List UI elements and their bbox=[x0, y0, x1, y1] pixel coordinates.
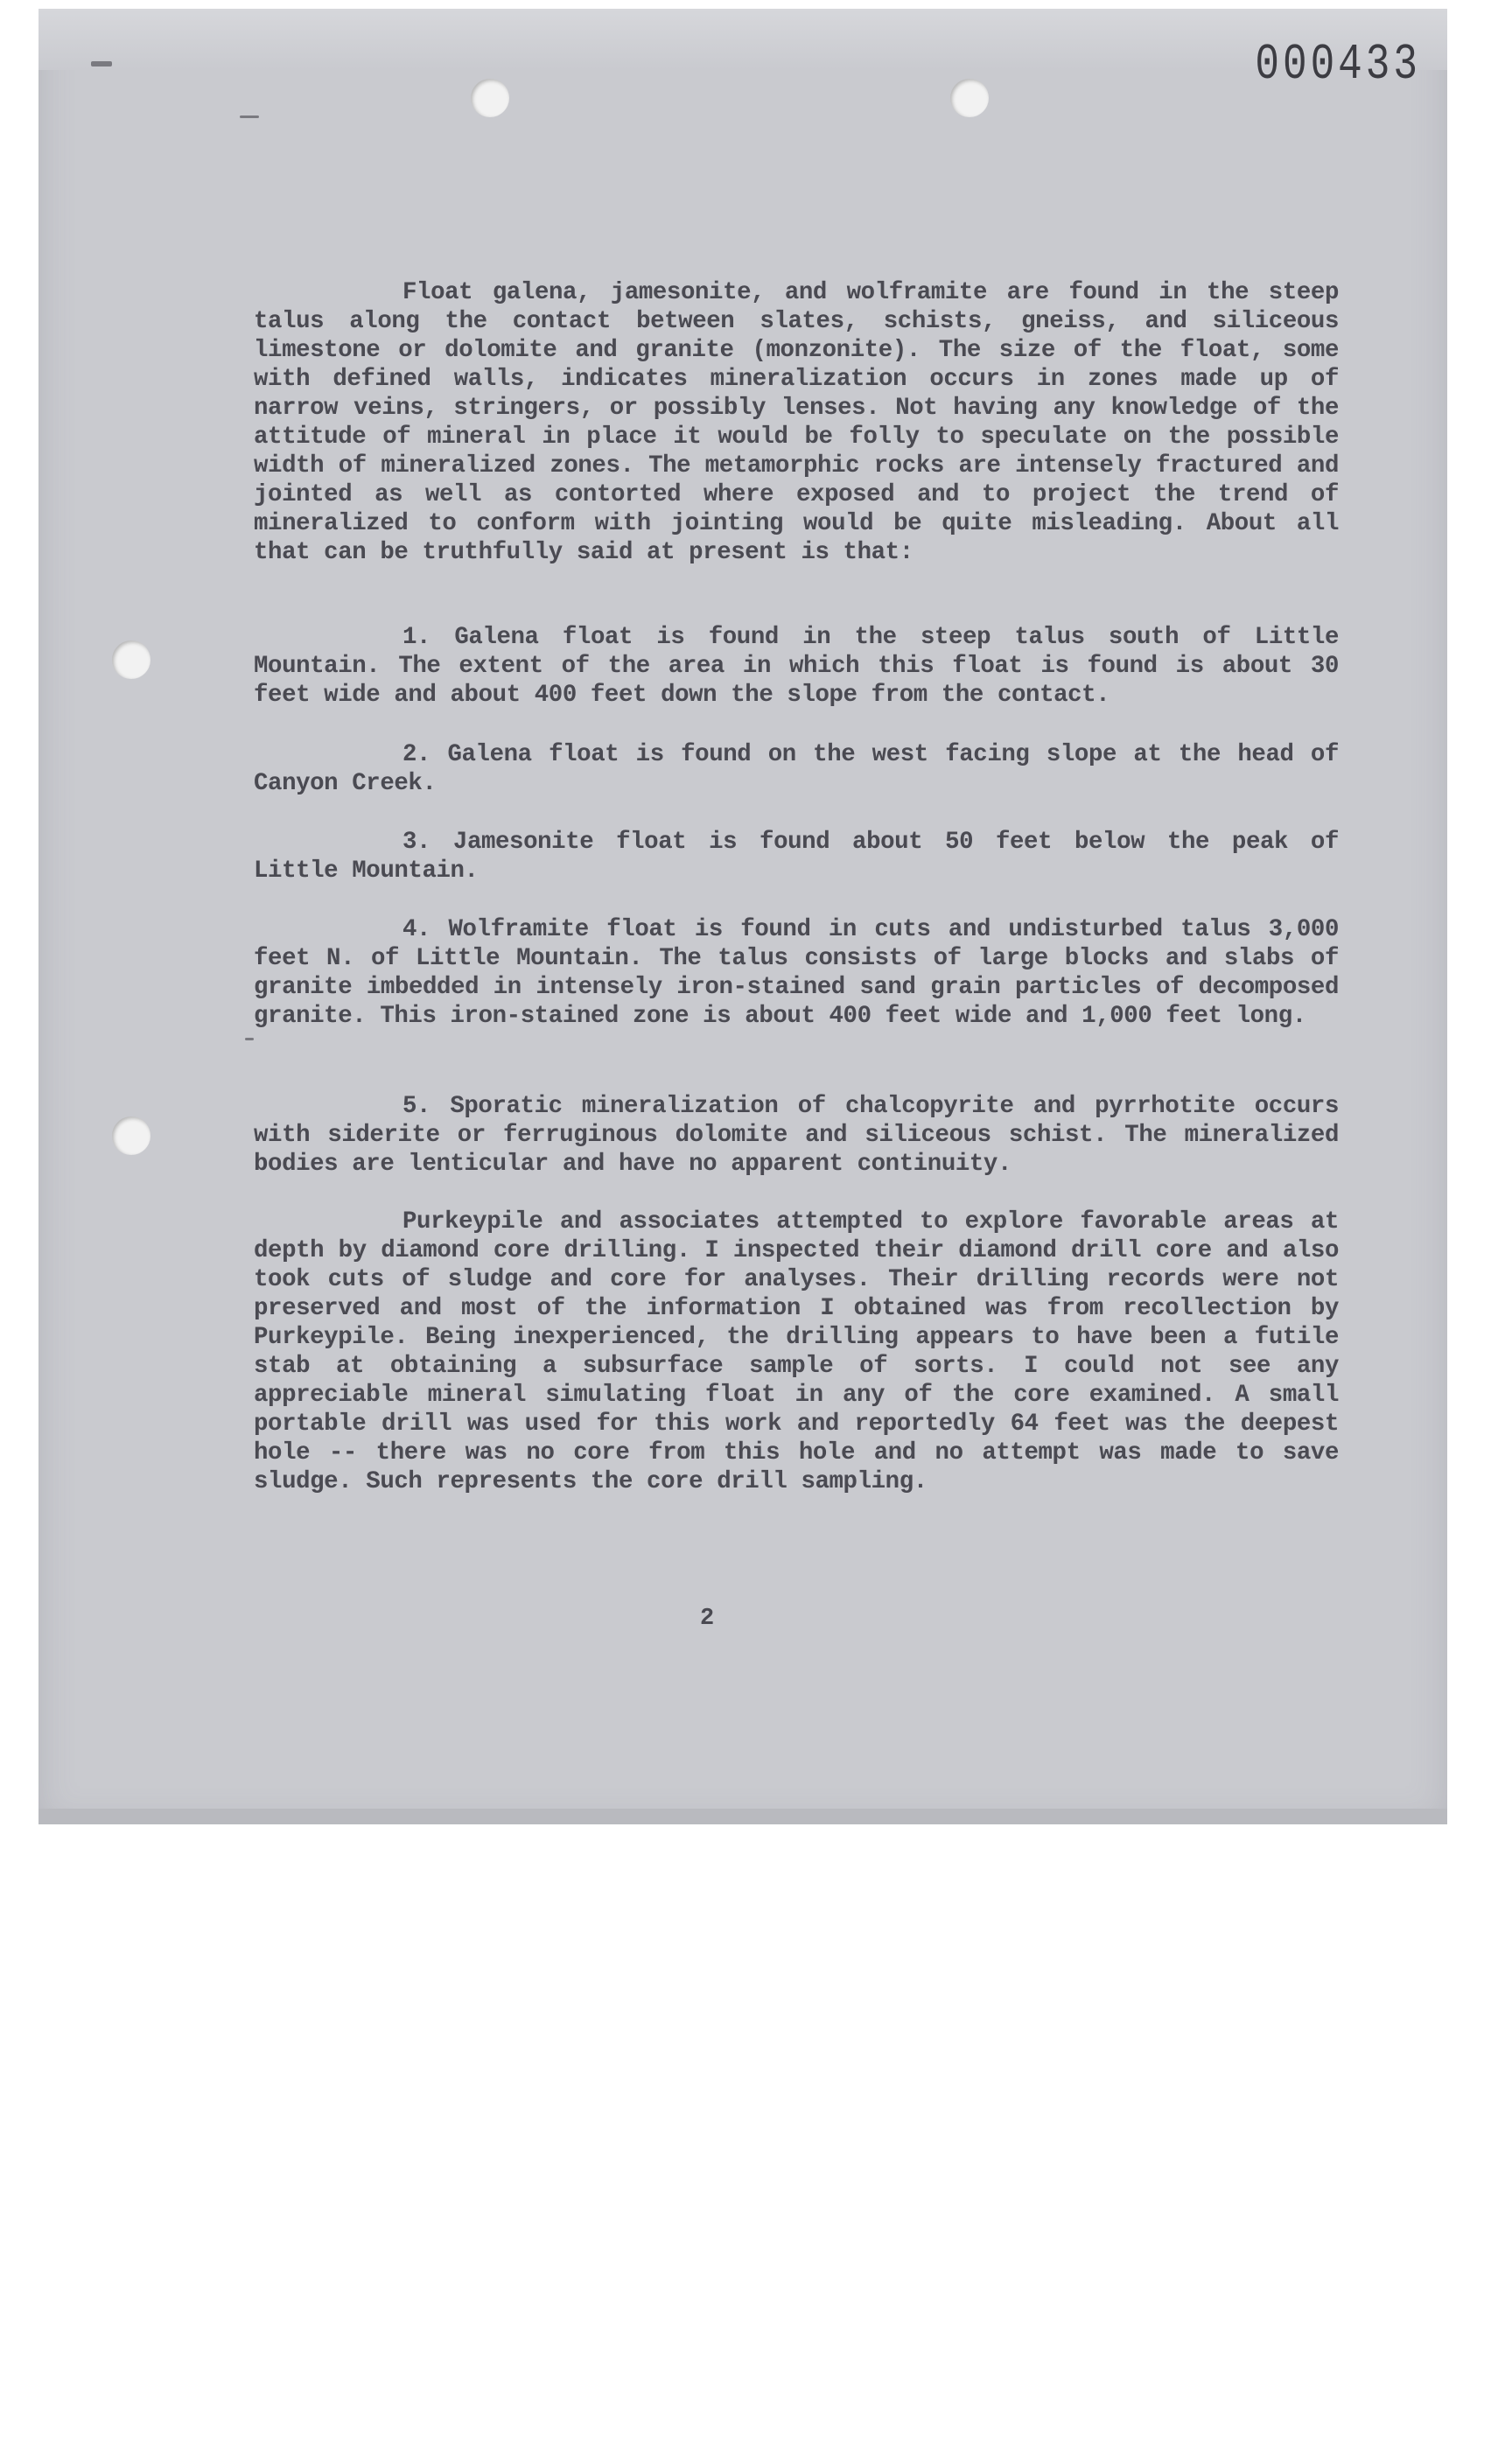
page-bottom-edge bbox=[38, 1809, 1447, 1824]
list-item-4-text: 4. Wolframite float is found in cuts and undisturbed talus 3,000 feet N. of Little Mountain. The talus consists of large blocks and slabs of granite imbedded in intensely iron-stained sand grain particles of decomposed granite. This iron-stained zone is about 400 feet wide and 1,000 feet long. bbox=[254, 916, 1339, 1030]
list-item-4 bbox=[254, 915, 1339, 1031]
list-item-5-text: 5. Sporatic mineralization of chalcopyrite and pyrrhotite occurs with siderite or ferruginous dolomite and siliceous schist. The mineralized bodies are lenticular and have no apparent continuity. bbox=[254, 1093, 1339, 1178]
punch-hole-top-left bbox=[471, 79, 509, 117]
drilling-paragraph-text: Purkeypile and associates attempted to explore favorable areas at depth by diamond core drilling. I inspected their diamond drill core and also took cuts of sludge and core for analyses. Their drilling records were not preserved and most of the information I obtained was from recollection by Purkeypile. Being inexperienced, the drilling appears to have been a futile stab at obtaining a subsurface sample of sorts. I could not see any appreciable mineral simulating float in any of the core examined. A small portable drill was used for this work and reportedly 64 feet was the deepest hole -- there was no core from this hole and no attempt was made to save sludge. Such represents the core drill sampling. bbox=[254, 1208, 1339, 1495]
intro-paragraph bbox=[254, 278, 1339, 567]
list-item-2 bbox=[254, 740, 1339, 798]
scan-speck bbox=[240, 116, 259, 118]
list-item-3 bbox=[254, 828, 1339, 886]
punch-hole-left-upper bbox=[112, 640, 150, 679]
drilling-paragraph bbox=[254, 1208, 1339, 1496]
punch-hole-top-right bbox=[950, 79, 989, 117]
scan-speck bbox=[245, 1038, 254, 1040]
list-item-5 bbox=[254, 1092, 1339, 1179]
list-item-2-text: 2. Galena float is found on the west facing slope at the head of Canyon Creek. bbox=[254, 741, 1339, 797]
punch-hole-left-lower bbox=[112, 1116, 150, 1155]
scan-speck bbox=[91, 61, 112, 66]
list-item-1-text: 1. Galena float is found in the steep talus south of Little Mountain. The extent of the area in which this float is found is about 30 feet wide and about 400 feet down the slope from the contact. bbox=[254, 624, 1339, 709]
intro-paragraph-text: Float galena, jamesonite, and wolframite are found in the steep talus along the contact between slates, schists, gneiss, and siliceous limestone or dolomite and granite (monzonite). The size of the float, some with defined walls, indicates mineralization occurs in zones made up of narrow veins, stringers, or possibly lenses. Not having any knowledge of the attitude of mineral in place it would be folly to speculate on the possible width of mineralized zones. The metamorphic rocks are intensely fractured and jointed as well as contorted where exposed and to project the trend of mineralized to conform with jointing would be quite misleading. About all that can be truthfully said at present is that: bbox=[254, 279, 1339, 566]
list-item-1 bbox=[254, 623, 1339, 710]
list-item-3-text: 3. Jamesonite float is found about 50 feet below the peak of Little Mountain. bbox=[254, 829, 1339, 885]
page-number: 2 bbox=[700, 1606, 715, 1632]
document-stamp-number: 000433 bbox=[1255, 36, 1421, 94]
page-top-edge bbox=[38, 9, 1447, 70]
